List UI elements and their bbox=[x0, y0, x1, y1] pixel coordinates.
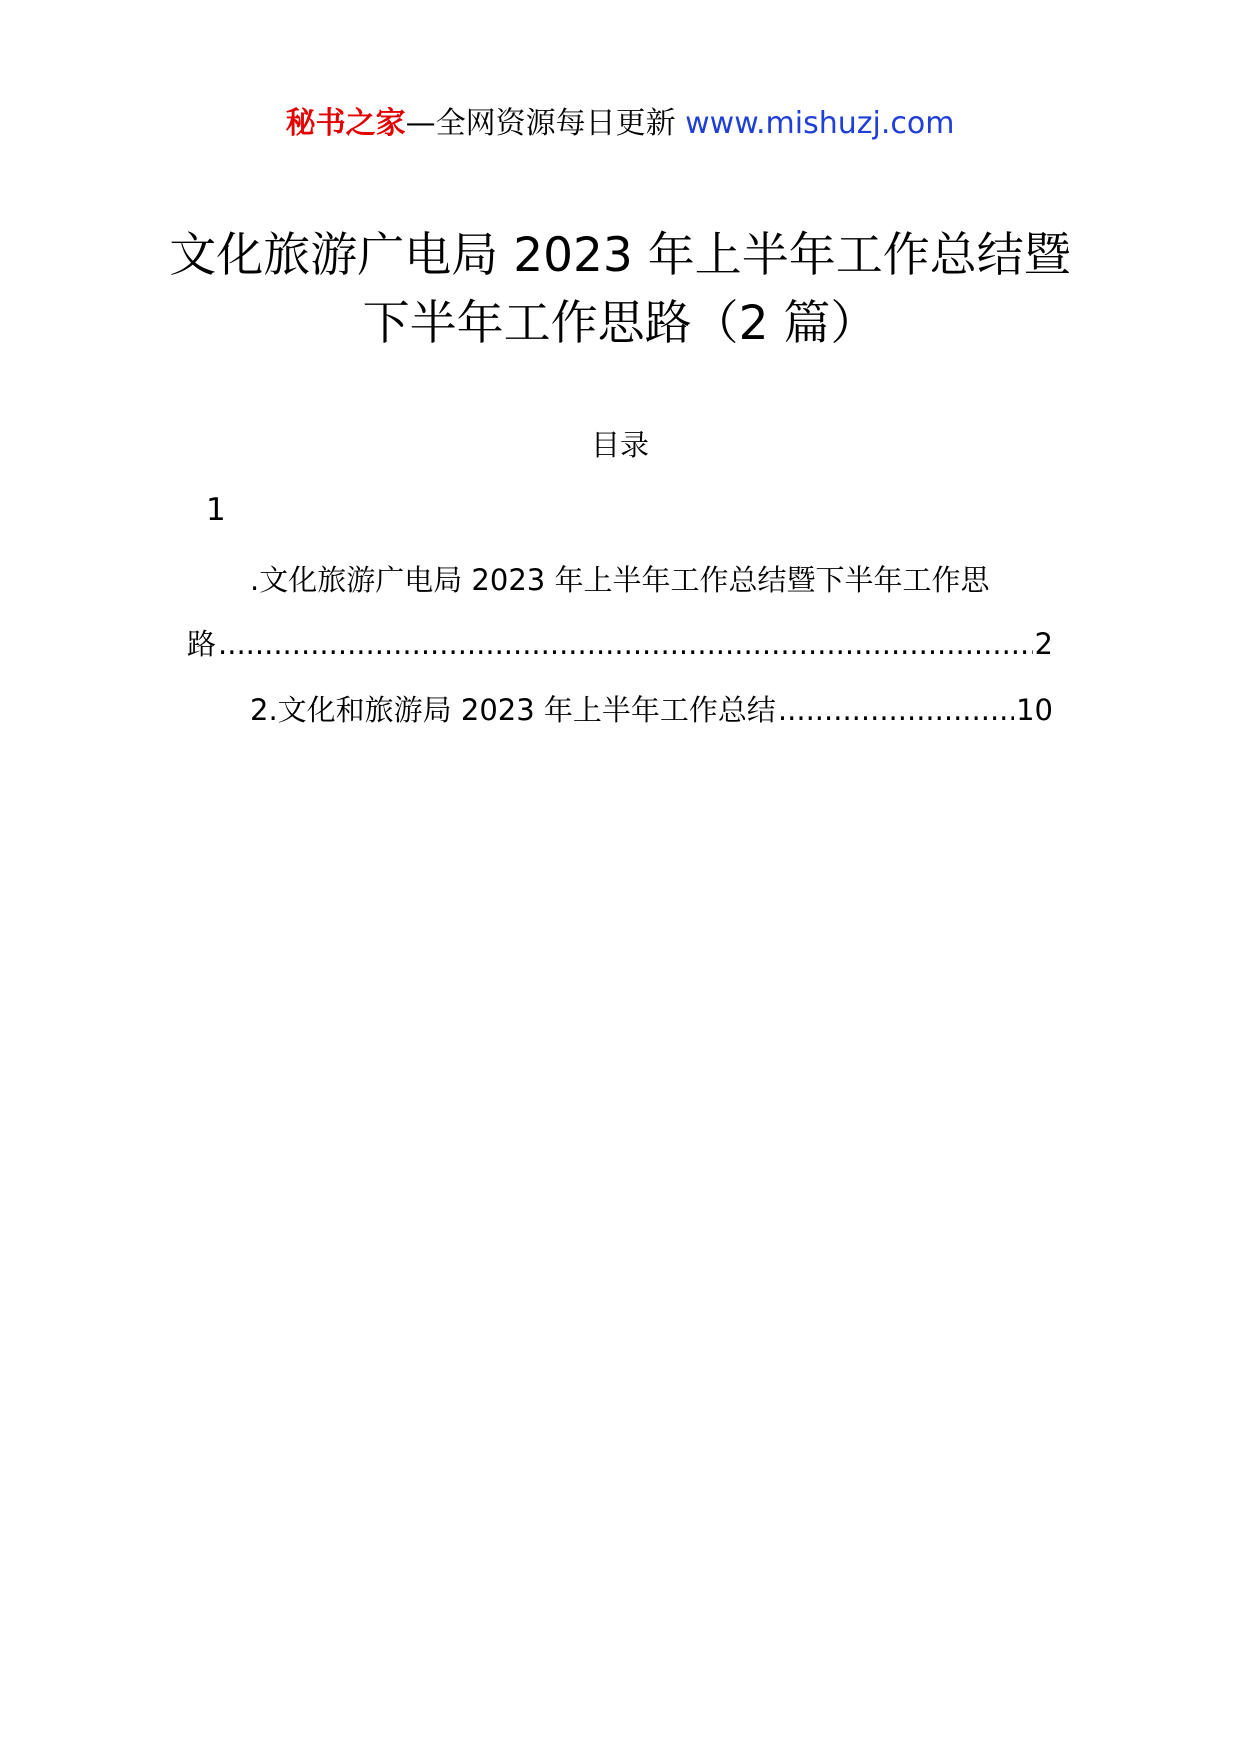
site-header bbox=[0, 98, 1240, 150]
toc-entry-1-line-2[interactable] bbox=[187, 624, 1053, 664]
toc-number-line: 1 bbox=[206, 492, 226, 528]
toc-entry-1-text: 路 bbox=[187, 627, 217, 661]
toc-entry-1-line-1[interactable]: .文化旅游广电局 2023 年上半年工作总结暨下半年工作思 bbox=[250, 563, 990, 597]
toc-dot-leader bbox=[218, 624, 1033, 664]
document-title bbox=[0, 222, 1240, 358]
title-line-2: 下半年工作思路（2 篇） bbox=[362, 296, 878, 351]
toc-entry-1-page: 2 bbox=[1034, 627, 1053, 661]
toc-heading: 目录 bbox=[590, 428, 649, 462]
toc-entry-2[interactable] bbox=[250, 690, 1053, 730]
brand-name: 秘书之家 bbox=[285, 106, 406, 141]
site-url-link[interactable]: www.mishuzj.com bbox=[685, 106, 955, 141]
toc-entry-2-text: 2.文化和旅游局 2023 年上半年工作总结 bbox=[250, 693, 776, 727]
title-line-1: 文化旅游广电局 2023 年上半年工作总结暨 bbox=[169, 228, 1071, 283]
toc-dot-leader bbox=[778, 690, 1014, 730]
header-tagline: —全网资源每日更新 bbox=[405, 106, 676, 141]
toc-entry-2-page: 10 bbox=[1016, 693, 1053, 727]
